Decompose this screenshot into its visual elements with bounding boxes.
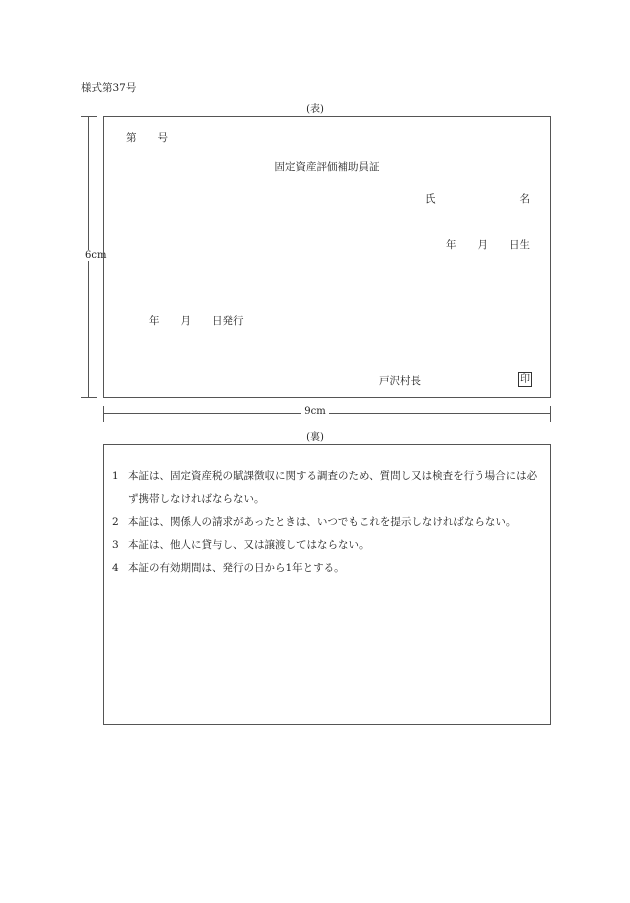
front-card [103,116,551,398]
name-field-label: 氏 名 [425,193,530,205]
seal-text: 印 [520,374,530,385]
height-dimension-tick-top [81,116,97,117]
certificate-number-line: 第 号 [126,132,168,144]
height-dimension-label: 6cm [82,250,109,261]
rule-item-1 [112,465,542,511]
rule-item-2 [112,511,542,534]
rule-text: 本証は、関係人の請求があったときは、いつでもこれを提示しなければならない。 [128,516,517,528]
form-number: 様式第37号 [81,82,137,94]
rule-item-4 [112,557,542,580]
rule-number: 2 [112,516,119,528]
width-dimension-label: 9cm [301,406,328,417]
rule-number: 4 [112,562,119,574]
rule-item-3 [112,534,542,557]
back-card [103,444,551,725]
back-side-label: (裏) [306,432,324,443]
rule-text: 本証は、他人に貸与し、又は譲渡してはならない。 [128,539,370,551]
width-dimension-label-wrap [0,406,630,417]
rules-list [112,465,542,580]
rule-text: 本証は、固定資産税の賦課徴収に関する調査のため、質問し又は検査を行う場合には必ず携帯しなければならない。 [128,470,538,505]
height-dimension-tick-bottom [81,397,97,398]
rule-number: 1 [112,470,119,482]
rule-text: 本証の有効期間は、発行の日から1年とする。 [128,562,345,574]
certificate-title: 固定資産評価補助員証 [274,161,380,173]
front-side-label: (表) [306,104,324,115]
birth-date-field: 年 月 日生 [446,239,530,251]
seal-mark [518,372,532,387]
issue-date-field: 年 月 日発行 [149,315,244,327]
rule-number: 3 [112,539,119,551]
issuer-name: 戸沢村長 [379,375,421,387]
